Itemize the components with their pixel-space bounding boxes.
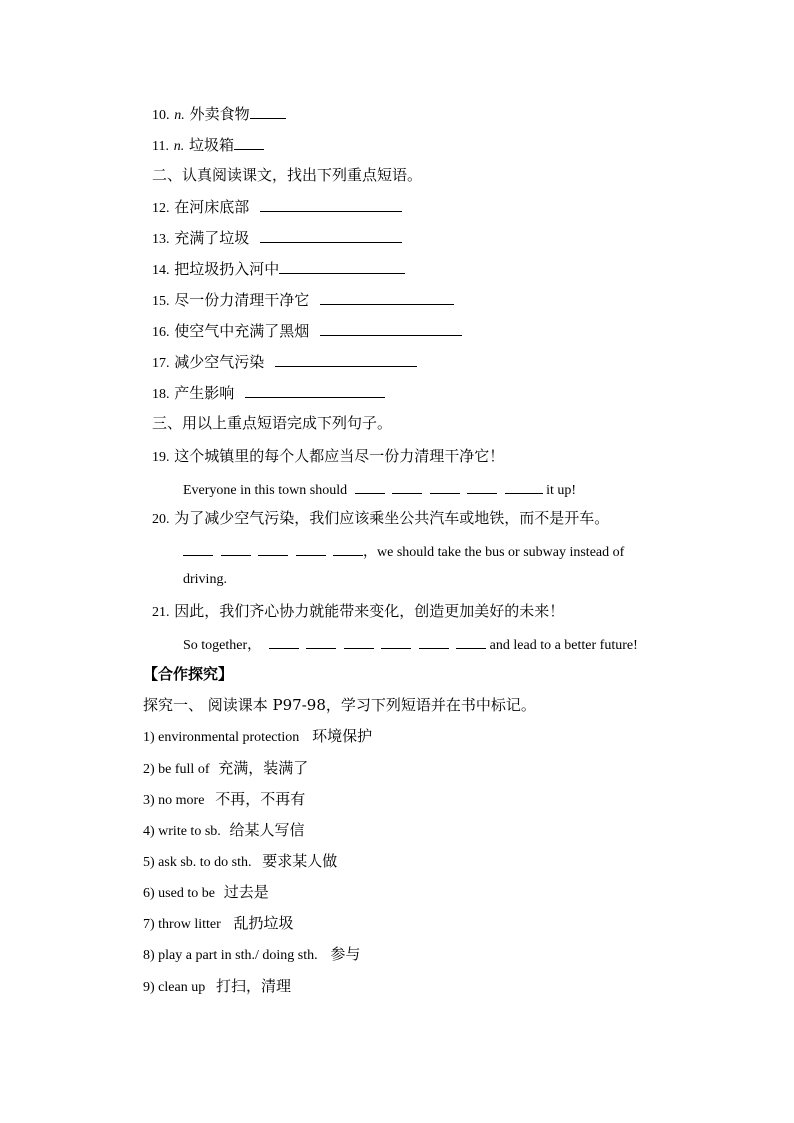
sentence-end: it up! bbox=[546, 483, 577, 498]
phrase-chinese: 充满，装满了 bbox=[218, 759, 309, 777]
answer-blank[interactable] bbox=[260, 196, 402, 212]
sentence-middle: ，we should take the bus or subway instead of bbox=[363, 545, 625, 560]
part-of-speech: n. bbox=[173, 139, 185, 154]
phrase-item-15 bbox=[152, 289, 454, 312]
coop-heading: 【合作探究】 bbox=[143, 665, 234, 683]
answer-blank[interactable] bbox=[234, 134, 264, 150]
item-number: 15. bbox=[152, 294, 170, 309]
phrase-chinese: 参与 bbox=[330, 945, 361, 963]
item-number: 18. bbox=[152, 387, 170, 402]
phrase-row bbox=[143, 820, 305, 842]
phrase-item-18 bbox=[152, 382, 385, 405]
answer-blank[interactable] bbox=[419, 633, 449, 649]
item-text: 使空气中充满了黑烟 bbox=[174, 322, 310, 340]
phrase-chinese: 不再，不再有 bbox=[215, 790, 306, 808]
phrase-chinese: 环境保护 bbox=[312, 727, 373, 745]
phrase-row bbox=[143, 882, 269, 904]
question-text: 这个城镇里的每个人都应当尽一份力清理干净它！ bbox=[174, 447, 505, 465]
item-text: 减少空气污染 bbox=[174, 353, 265, 371]
item-number: 16. bbox=[152, 325, 170, 340]
phrase-chinese: 要求某人做 bbox=[262, 852, 338, 870]
phrase-english: 8) play a part in sth./ doing sth. bbox=[143, 948, 318, 963]
section3-title: 三、用以上重点短语完成下列句子。 bbox=[152, 414, 393, 432]
item-number: 17. bbox=[152, 356, 170, 371]
item-number: 11. bbox=[152, 139, 169, 154]
phrase-english: 7) throw litter bbox=[143, 917, 221, 932]
question-21-zh bbox=[152, 601, 564, 623]
phrase-item-17 bbox=[152, 351, 417, 374]
item-number: 20. bbox=[152, 512, 170, 527]
answer-blank[interactable] bbox=[344, 633, 374, 649]
item-number: 13. bbox=[152, 232, 170, 247]
phrase-row bbox=[143, 789, 305, 811]
phrase-chinese: 乱扔垃圾 bbox=[233, 914, 294, 932]
phrase-row bbox=[143, 758, 308, 780]
answer-blank[interactable] bbox=[355, 478, 385, 494]
phrase-row bbox=[143, 726, 372, 748]
answer-blank[interactable] bbox=[275, 351, 417, 367]
question-19-en bbox=[183, 478, 576, 501]
question-20-end: driving. bbox=[183, 572, 227, 587]
item-text: 垃圾箱 bbox=[189, 136, 235, 154]
phrase-english: 4) write to sb. bbox=[143, 824, 221, 839]
item-number: 19. bbox=[152, 450, 170, 465]
answer-blank[interactable] bbox=[505, 478, 543, 494]
question-20-en bbox=[183, 540, 624, 563]
phrase-english: 9) clean up bbox=[143, 980, 206, 995]
phrase-item-13 bbox=[152, 227, 402, 250]
phrase-row bbox=[143, 976, 291, 998]
answer-blank[interactable] bbox=[456, 633, 486, 649]
item-text: 充满了垃圾 bbox=[174, 229, 250, 247]
answer-blank[interactable] bbox=[258, 540, 288, 556]
item-text: 外卖食物 bbox=[189, 105, 250, 123]
phrase-row bbox=[143, 913, 294, 935]
answer-blank[interactable] bbox=[320, 320, 462, 336]
vocab-item-11 bbox=[152, 134, 264, 157]
section2-title: 二、认真阅读课文，找出下列重点短语。 bbox=[152, 166, 423, 184]
sentence-end: and lead to a better future! bbox=[489, 638, 638, 653]
sentence-start: Everyone in this town should bbox=[183, 483, 348, 498]
answer-blank[interactable] bbox=[430, 478, 460, 494]
phrase-english: 6) used to be bbox=[143, 886, 215, 901]
answer-blank[interactable] bbox=[467, 478, 497, 494]
answer-blank[interactable] bbox=[269, 633, 299, 649]
item-number: 10. bbox=[152, 108, 170, 123]
question-21-en bbox=[183, 633, 638, 656]
item-text: 在河床底部 bbox=[174, 198, 250, 216]
phrase-english: 3) no more bbox=[143, 793, 205, 808]
phrase-english: 2) be full of bbox=[143, 762, 210, 777]
answer-blank[interactable] bbox=[279, 258, 405, 274]
phrase-chinese: 过去是 bbox=[223, 883, 269, 901]
phrase-english: 1) environmental protection bbox=[143, 730, 300, 745]
sentence-start: So together， bbox=[183, 638, 262, 653]
phrase-item-12 bbox=[152, 196, 402, 219]
part-of-speech: n. bbox=[174, 108, 185, 123]
answer-blank[interactable] bbox=[306, 633, 336, 649]
vocab-item-10 bbox=[152, 103, 286, 126]
item-number: 21. bbox=[152, 605, 170, 620]
item-text: 尽一份力清理干净它 bbox=[174, 291, 310, 309]
question-19-zh bbox=[152, 446, 504, 468]
phrase-chinese: 给某人写信 bbox=[229, 821, 305, 839]
phrase-row bbox=[143, 944, 360, 966]
answer-blank[interactable] bbox=[221, 540, 251, 556]
answer-blank[interactable] bbox=[392, 478, 422, 494]
item-text: 产生影响 bbox=[174, 384, 235, 402]
phrase-row bbox=[143, 851, 337, 873]
answer-blank[interactable] bbox=[250, 103, 286, 119]
phrase-chinese: 打扫，清理 bbox=[215, 977, 291, 995]
coop-intro: 探究一、 阅读课本 P97-98，学习下列短语并在书中标记。 bbox=[143, 696, 536, 714]
item-text: 把垃圾扔入河中 bbox=[174, 260, 280, 278]
question-text: 为了减少空气污染，我们应该乘坐公共汽车或地铁，而不是开车。 bbox=[174, 509, 610, 527]
phrase-item-16 bbox=[152, 320, 462, 343]
item-number: 12. bbox=[152, 201, 170, 216]
phrase-item-14 bbox=[152, 258, 405, 281]
answer-blank[interactable] bbox=[260, 227, 402, 243]
answer-blank[interactable] bbox=[296, 540, 326, 556]
answer-blank[interactable] bbox=[381, 633, 411, 649]
answer-blank[interactable] bbox=[245, 382, 385, 398]
question-text: 因此，我们齐心协力就能带来变化，创造更加美好的未来！ bbox=[174, 602, 565, 620]
answer-blank[interactable] bbox=[183, 540, 213, 556]
answer-blank[interactable] bbox=[320, 289, 454, 305]
item-number: 14. bbox=[152, 263, 170, 278]
phrase-english: 5) ask sb. to do sth. bbox=[143, 855, 252, 870]
question-20-zh bbox=[152, 508, 609, 530]
answer-blank[interactable] bbox=[333, 540, 363, 556]
